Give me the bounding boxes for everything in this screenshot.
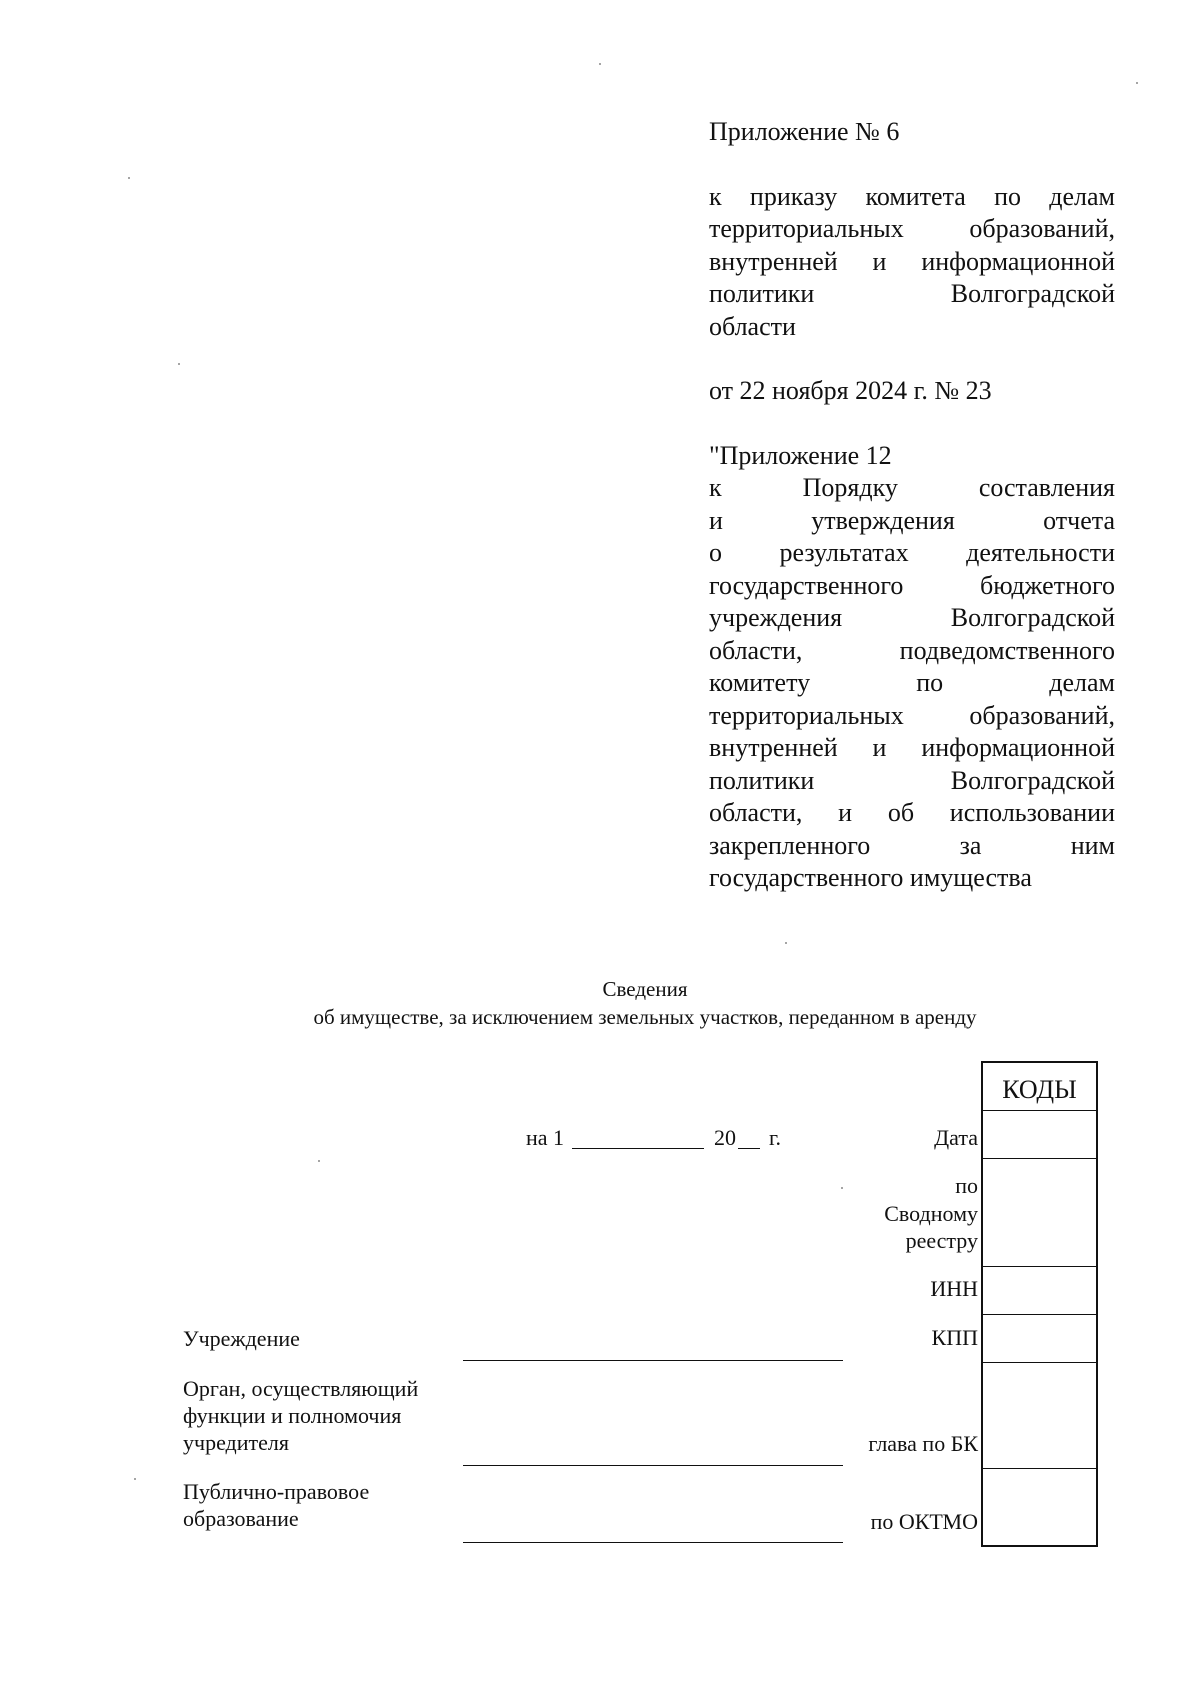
date-year-prefix: 20 [714, 1125, 736, 1150]
order-line: политики Волгоградской [709, 279, 1115, 308]
date-year-field[interactable] [738, 1148, 760, 1149]
appendix-title: Приложение № 6 [709, 117, 900, 146]
inner-line: внутренней и информационной [709, 733, 1115, 762]
code-label-consolidated-registry [760, 1172, 978, 1255]
field-label-line: образование [183, 1506, 299, 1531]
codes-header: КОДЫ [1002, 1075, 1077, 1104]
form-title [150, 975, 1140, 1031]
date-prefix: на 1 [526, 1125, 565, 1150]
code-label-oktmo: по ОКТМО [870, 1509, 978, 1534]
code-cell-kpp[interactable] [983, 1315, 1096, 1362]
order-line: территориальных образований, [709, 214, 1115, 243]
inner-line: государственного имущества [709, 863, 1032, 892]
code-cell-date[interactable] [983, 1111, 1096, 1158]
scan-speck [318, 1160, 320, 1162]
inner-line: комитету по делам [709, 668, 1115, 697]
code-label-kpp: КПП [931, 1325, 978, 1350]
inner-line: и утверждения отчета [709, 505, 1115, 535]
institution-field[interactable] [463, 1330, 843, 1361]
inner-appendix-title: "Приложение 12 [709, 440, 892, 470]
inner-line: к Порядку составления [709, 473, 1115, 502]
field-label-founder-authority [183, 1375, 453, 1456]
inner-line: учреждения Волгоградской [709, 603, 1115, 632]
code-label-line: по [955, 1173, 978, 1198]
field-label-institution [183, 1325, 453, 1352]
code-cell-oktmo[interactable] [983, 1469, 1096, 1545]
scan-speck [785, 942, 787, 944]
inner-appendix-reference [709, 472, 1115, 895]
field-label-line: функции и полномочия [183, 1403, 402, 1428]
form-title-line: Сведения [602, 977, 688, 1001]
code-label-date: Дата [934, 1125, 978, 1150]
founder-authority-field[interactable] [463, 1435, 843, 1466]
inner-line: территориальных образований, [709, 700, 1115, 730]
inner-line: области, и об использовании [709, 798, 1115, 827]
code-cell-consolidated-registry[interactable] [983, 1159, 1096, 1266]
field-label-line: Публично-правовое [183, 1479, 370, 1504]
order-reference [709, 181, 1115, 344]
order-line: внутренней и информационной [709, 246, 1115, 276]
inner-line: политики Волгоградской [709, 765, 1115, 795]
report-date-line [526, 1124, 796, 1154]
codes-table [981, 1061, 1098, 1547]
code-cell-inn[interactable] [983, 1267, 1096, 1314]
code-label-inn: ИНН [930, 1276, 978, 1301]
order-line: области [709, 311, 796, 341]
code-cell-budget-chapter[interactable] [983, 1363, 1096, 1468]
date-suffix: г. [769, 1125, 782, 1150]
code-label-line: Сводному [884, 1200, 978, 1226]
code-label-line: реестру [905, 1228, 978, 1253]
code-label-budget-chapter: глава по БК [868, 1431, 978, 1456]
scan-speck [134, 1478, 136, 1480]
inner-line: области, подведомственного [709, 635, 1115, 665]
scan-speck [178, 363, 180, 365]
appendix-header [709, 116, 1115, 895]
order-line: к приказу комитета по делам [709, 181, 1115, 211]
public-entity-field[interactable] [463, 1512, 843, 1543]
field-label-line: учредителя [183, 1430, 289, 1455]
form-subtitle-line: об имуществе, за исключением земельных участков, переданном в аренду [313, 1005, 977, 1029]
inner-line: государственного бюджетного [709, 570, 1115, 600]
scan-speck [128, 177, 130, 179]
field-label-line: Учреждение [183, 1326, 300, 1351]
scan-speck [599, 63, 601, 65]
field-label-public-entity [183, 1478, 453, 1532]
field-label-line: Орган, осуществляющий [183, 1376, 419, 1401]
order-date: от 22 ноября 2024 г. № 23 [709, 376, 992, 405]
inner-line: о результатах деятельности [709, 538, 1115, 567]
date-day-month-field[interactable] [572, 1148, 704, 1149]
inner-line: закрепленного за ним [709, 830, 1115, 860]
scan-speck [1136, 82, 1138, 84]
